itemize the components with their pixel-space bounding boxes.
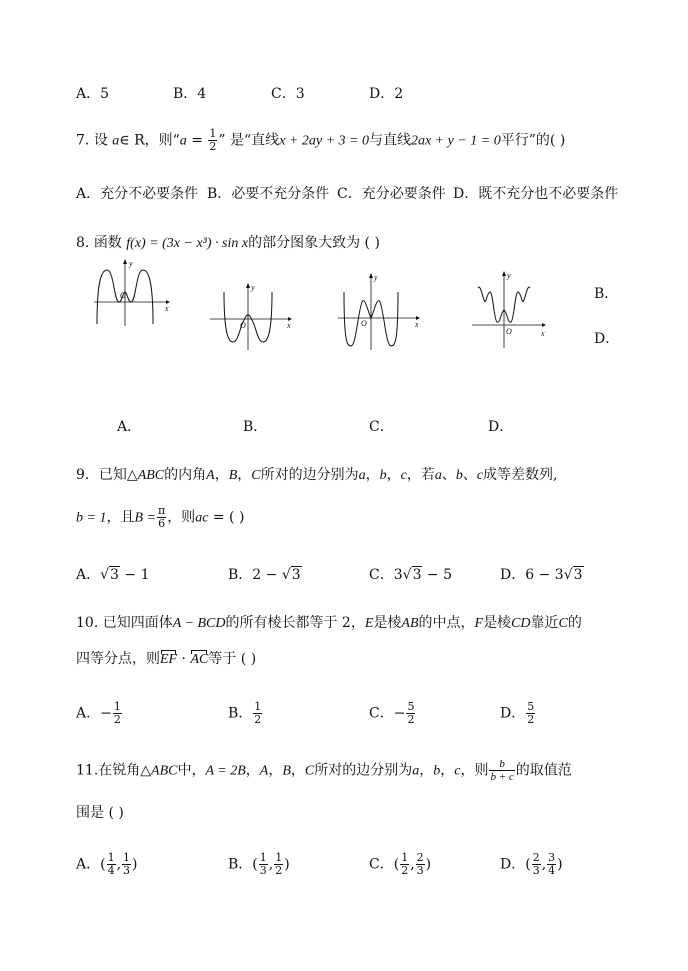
q10-option-b[interactable]: B． $\frac{1}{2}$ <box>228 700 262 726</box>
q8-side-label-b: B． <box>594 286 619 302</box>
q8-graph-a-x-label: x <box>165 304 169 313</box>
q11-stem-line2: 围是 ( ) <box>76 805 124 821</box>
q7-option-c[interactable]: C．充分必要条件 <box>337 186 446 202</box>
q8-graph-c[interactable] <box>336 272 426 352</box>
q11-stem-line1: 11.在锐角△ABC中，A = 2B，A，B，C所对的边分别为a，b，c，则 $\frac{b}{b + c}$ 的取值范 <box>76 758 572 783</box>
q8-option-b[interactable]: B． <box>243 419 268 435</box>
q8-graph-d[interactable] <box>470 270 554 350</box>
q6-option-b[interactable]: B．4 <box>173 86 207 102</box>
q11-option-b[interactable]: B．( $\frac{1}{3}$ , $\frac{1}{2}$ ) <box>228 851 290 877</box>
q9-option-c[interactable]: C．3√3 − 5 <box>369 567 453 583</box>
q8-graph-d-x-label: x <box>541 329 545 338</box>
q7-option-b[interactable]: B．必要不充分条件 <box>207 186 330 202</box>
q8-graph-d-origin: O <box>506 327 512 336</box>
q8-graph-a-y-label: y <box>129 259 133 268</box>
q11-option-d[interactable]: D．( $\frac{2}{3}$ , $\frac{3}{4}$ ) <box>500 851 563 877</box>
q10-option-d[interactable]: D． $\frac{5}{2}$ <box>500 700 535 726</box>
q8-graph-b[interactable] <box>208 282 298 352</box>
q7-option-a[interactable]: A．充分不必要条件 <box>76 186 199 202</box>
q7-line2: 2ax + y − 1 = 0 <box>410 133 501 149</box>
q6-option-d[interactable]: D．2 <box>369 86 404 102</box>
q8-graph-b-y-label: y <box>251 283 255 292</box>
q8-graph-b-origin: O <box>240 321 246 330</box>
q7-number: 7. <box>76 132 90 149</box>
q8-graph-c-y-label: y <box>374 273 378 282</box>
q8-stem: 8. 函数 f(x) = (3x − x³) · sin x的部分图象大致为 ( ) <box>76 235 380 251</box>
q8-graph-c-x-label: x <box>415 320 419 329</box>
q11-option-a[interactable]: A．( $\frac{1}{4}$ , $\frac{1}{3}$ ) <box>76 851 138 877</box>
q7-half-fraction: $\frac{1}{2}$ <box>209 127 217 153</box>
q8-option-c[interactable]: C． <box>369 419 394 435</box>
q10-vector-ac: AC <box>190 652 209 667</box>
q8-option-a[interactable]: A． <box>117 419 142 435</box>
q8-option-d[interactable]: D． <box>488 419 514 435</box>
q11-option-c[interactable]: C．( $\frac{1}{2}$ , $\frac{2}{3}$ ) <box>369 851 432 877</box>
q8-graph-a[interactable] <box>92 258 172 328</box>
q9-stem-line1: 9．已知△ABC的内角A，B，C所对的边分别为a，b，c，若a、b、c成等差数列, <box>76 467 558 483</box>
q10-option-c[interactable]: C．− $\frac{5}{2}$ <box>369 700 415 726</box>
q7-option-d[interactable]: D．既不充分也不必要条件 <box>453 186 619 202</box>
q10-option-a[interactable]: A．− $\frac{1}{2}$ <box>76 700 121 726</box>
q9-option-a[interactable]: A．√3 − 1 <box>76 567 150 583</box>
q6-option-a[interactable]: A．5 <box>76 86 110 102</box>
q7-stem: 7. 设 a∈ R，则“a = $\frac{1}{2}$ ” 是“直线x + 2ay + 3 = 0与直线2ax + y − 1 = 0平行”的( ) <box>76 127 566 153</box>
q8-graph-c-origin: O <box>361 319 367 328</box>
q8-function: f(x) = (3x − x³) · sin x <box>126 236 249 251</box>
q8-graph-d-y-label: y <box>507 271 511 280</box>
q9-option-b[interactable]: B．2 − √3 <box>228 567 301 583</box>
q10-vector-ef: EF <box>160 652 178 667</box>
q10-stem-line2: 四等分点，则EF · AC等于 ( ) <box>76 651 257 667</box>
q11-ratio-fraction: $\frac{b}{b + c}$ <box>490 758 514 783</box>
q9-stem-line2: b = 1，且B = $\frac{\pi}{6}$ ，则ac = ( ) <box>76 504 245 530</box>
q8-graph-b-x-label: x <box>287 321 291 330</box>
q10-stem-line1: 10. 已知四面体A − BCD的所有棱长都等于 2，E是棱AB的中点，F是棱CD靠近C的 <box>76 615 582 631</box>
q8-graph-a-origin: O <box>120 291 126 300</box>
q6-option-c[interactable]: C．3 <box>271 86 305 102</box>
q7-line1: x + 2ay + 3 = 0 <box>279 133 369 149</box>
q9-option-d[interactable]: D．6 − 3√3 <box>500 567 583 583</box>
q9-pi-over-6: $\frac{\pi}{6}$ <box>157 504 166 530</box>
q8-side-label-d: D． <box>594 331 620 347</box>
